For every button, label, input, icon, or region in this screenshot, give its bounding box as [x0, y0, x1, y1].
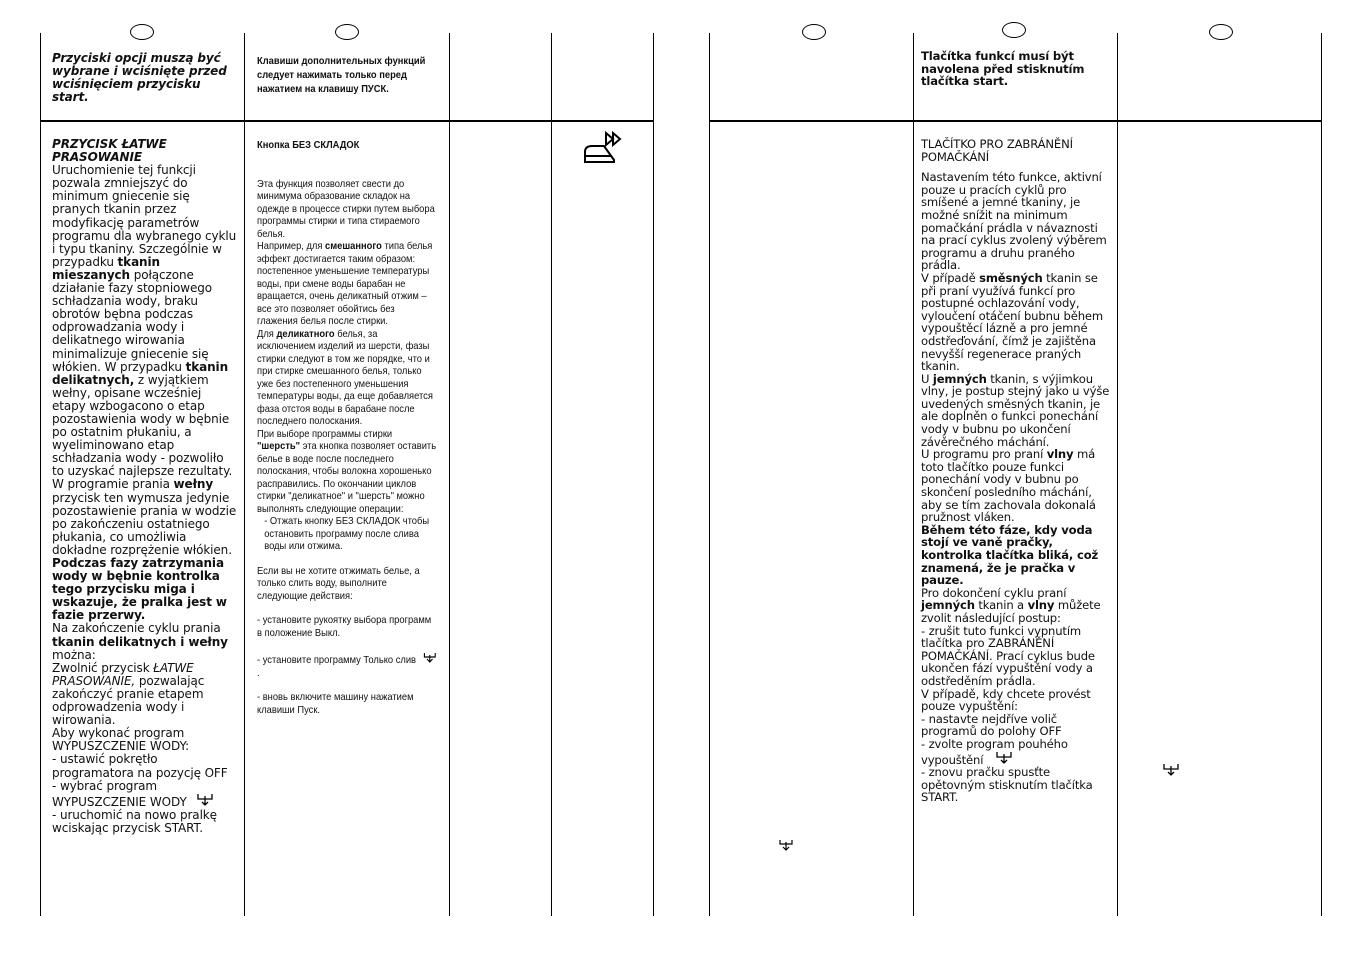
- ru-paragraph: - установите программу Только слив .: [257, 652, 437, 680]
- drain-icon: [422, 652, 436, 663]
- cz-section-title: TLAČÍTKO PRO ZABRÁNĚNÍ POMAČKÁNÍ: [921, 137, 1073, 164]
- row-divider: [40, 120, 654, 122]
- cz-paragraph: - zrušit tuto funkci vypnutím tlačítka pro ZABRÁNĚNÍ POMAČKÁNÍ. Prací cyklus bude ukončen fází vypuštění vody a odstředěním prádla.: [921, 623, 1095, 688]
- cz-section: [921, 138, 1111, 804]
- flag-marker-cz: [1002, 22, 1026, 38]
- pl-paragraph: Zwolnić przycisk ŁATWE PRASOWANIE, pozwalając zakończyć pranie etapem odprowadzenia wody i wirowania.: [52, 660, 205, 728]
- cz-header-note: Tlačítka funkcí musí být navolena před stisknutím tlačítka start.: [921, 49, 1085, 89]
- column-divider: [40, 33, 41, 916]
- column-divider: [449, 33, 450, 916]
- cz-paragraph: - nastavte nejdříve volič programů do polohy OFF: [921, 711, 1062, 739]
- easy-iron-icon: [582, 130, 624, 171]
- ru-paragraph: При выборе программы стирки "шерсть" эта кнопка позволяет оставить белье в воде после последнего полоскания, чтобы волокна хорошенько расправились. По окончании циклов стирки "деликатное" и "шерсть" можно выполнять следующие операции:: [257, 428, 437, 515]
- pl-section: [52, 138, 238, 835]
- flag-marker-right: [1209, 24, 1233, 40]
- column-divider: [244, 33, 245, 916]
- cz-paragraph: U jemných tkanin, s výjimkou vlny, je postup stejný jako u výše uvedených směsných tkanin, je ale doplněn o funkci ponechání vody v bubnu po ukončení závěrečného máchání.: [921, 371, 1110, 449]
- cz-paragraph: - znovu pračku spusťte opětovným stisknutím tlačítka START.: [921, 765, 1093, 805]
- column-divider: [709, 33, 710, 916]
- column-divider: [1321, 33, 1322, 916]
- column-divider: [1117, 33, 1118, 916]
- flag-marker-left: [802, 24, 826, 40]
- drain-icon: [995, 751, 1013, 764]
- pl-paragraph: - uruchomić na nowo pralkę wciskając przycisk START.: [52, 807, 217, 835]
- pl-paragraph: - wybrać program WYPUSZCZENIE WODY: [52, 780, 238, 809]
- cz-paragraph: V případě, kdy chcete provést pouze vypuštění:: [921, 686, 1091, 714]
- ru-paragraph: Если вы не хотите отжимать белье, а только слить воду, выполните следующие действия:: [257, 565, 420, 602]
- cz-paragraph: Během této fáze, kdy voda stojí ve vaně pračky, kontrolka tlačítka bliká, což znamená, že je pračka v pauze.: [921, 522, 1099, 588]
- pl-paragraph: Podczas fazy zatrzymania wody w bębnie kontrolka tego przycisku miga i wskazuje, że pralka jest w fazie przerwy.: [52, 556, 227, 623]
- ru-paragraph: Эта функция позволяет свести до минимума образование складок на одежде в процессе стирки путем выбора программы стирки и типа стираемого белья.: [257, 178, 435, 240]
- column-divider: [913, 33, 914, 916]
- cz-paragraph: - zvolte program pouhého vypouštění: [921, 736, 1068, 767]
- pl-paragraph: W programie prania wełny przycisk ten wymusza jedynie pozostawienie prania w wodzie po zakończeniu ostatniego płukania, co umożliwia dokładne rozprężenie włókien.: [52, 477, 237, 557]
- cz-paragraph: U programu pro praní vlny má toto tlačítko pouze funkci ponechání vody v bubnu po skončení posledního máchání, aby se tím zachovala dokonalá pružnost vláken.: [921, 447, 1096, 525]
- ru-section-title: Кнопка БЕЗ СКЛАДОК: [257, 140, 360, 151]
- pl-paragraph: - ustawić pokrętło programatora na pozycję OFF: [52, 752, 228, 780]
- pl-paragraph: Aby wykonać program WYPUSZCZENIE WODY:: [52, 726, 190, 754]
- column-divider: [653, 33, 654, 916]
- cz-paragraph: Nastavením této funkce, aktivní pouze u pracích cyklů pro smíšené a jemné tkaniny, je možné snížit na minimum pomačkání prádla v návaznosti na prací cyklus zvolený výběrem programu a druhu praného prádla.: [921, 170, 1107, 273]
- pl-header-note: Przyciski opcji muszą być wybrane i wciśnięte przed wciśnięciem przycisku start.: [52, 51, 227, 105]
- ru-paragraph: - Отжать кнопку БЕЗ СКЛАДОК чтобы остановить программу после слива воды или отжима.: [264, 516, 430, 552]
- ru-paragraph: Например, для смешанного типа белья эффект достигается таким образом: постепенное уменьшение температуры воды, при смене воды барабан не вращается, очень деликатный отжим – все это позволяет обойтись без глажения белья после стирки.: [257, 241, 433, 327]
- pl-paragraph: Uruchomienie tej funkcji pozwala zmniejszyć do minimum gniecenie się pranych tkanin przez modyfikację parametrów programu dla wybranego cyklu i typu tkaniny. Szczególnie w przypadku tkanin mieszanych połączone działanie fazy stopniowego schładzania wody, braku obrotów bębna podczas odprowadzania wody i delikatnego wirowania minimalizuje gniecenie się włókien. W przypadku tkanin delikatnych, z wyjątkiem wełny, opisane wcześniej etapy wzbogacono o etap pozostawienia wody w bębnie po ostatnim płukaniu, a wyeliminowano etap schładzania wody - pozwoliło to uzyskać najlepsze rezultaty.: [52, 163, 237, 479]
- flag-marker-ru: [335, 24, 359, 40]
- ru-paragraph: - установите рукоятку выбора программ в положение Выкл.: [257, 615, 432, 639]
- pl-paragraph: Na zakończenie cyklu prania tkanin delikatnych i wełny można:: [52, 621, 228, 662]
- column-divider: [551, 33, 552, 916]
- drain-icon: [778, 838, 794, 856]
- ru-section: [257, 140, 437, 717]
- cz-paragraph: V případě směsných tkanin se při praní využívá funkcí pro postupné ochlazování vody, vyloučení otáčení bubnu během vypouštěcí lázně a pro jemné odstřeďování, čímž je zajištěna nevyšší regenerace praných tkanin.: [921, 270, 1104, 374]
- ru-paragraph: - вновь включите машину нажатием клавиши Пуск.: [257, 692, 414, 716]
- cz-paragraph: Pro dokončení cyklu praní jemných tkanin a vlny můžete zvolit následující postup:: [921, 585, 1101, 625]
- pl-section-title: PRZYCISK ŁATWE PRASOWANIE: [52, 137, 167, 165]
- drain-icon: [196, 793, 214, 806]
- ru-header-note: Клавиши дополнительных функций следует нажимать только перед нажатием на клавишу ПУСК.: [257, 56, 426, 95]
- ru-paragraph: Для деликатного белья, за исключением изделий из шерсти, фазы стирки следуют в том же порядке, что и при стирке смешанного белья, только уже без постепенного уменьшения температуры воды, да еще добавляется фаза отстоя воды в барабане после последнего полоскания.: [257, 328, 433, 427]
- row-divider: [709, 120, 1322, 122]
- drain-icon: [1162, 763, 1180, 781]
- flag-marker-pl: [130, 24, 154, 40]
